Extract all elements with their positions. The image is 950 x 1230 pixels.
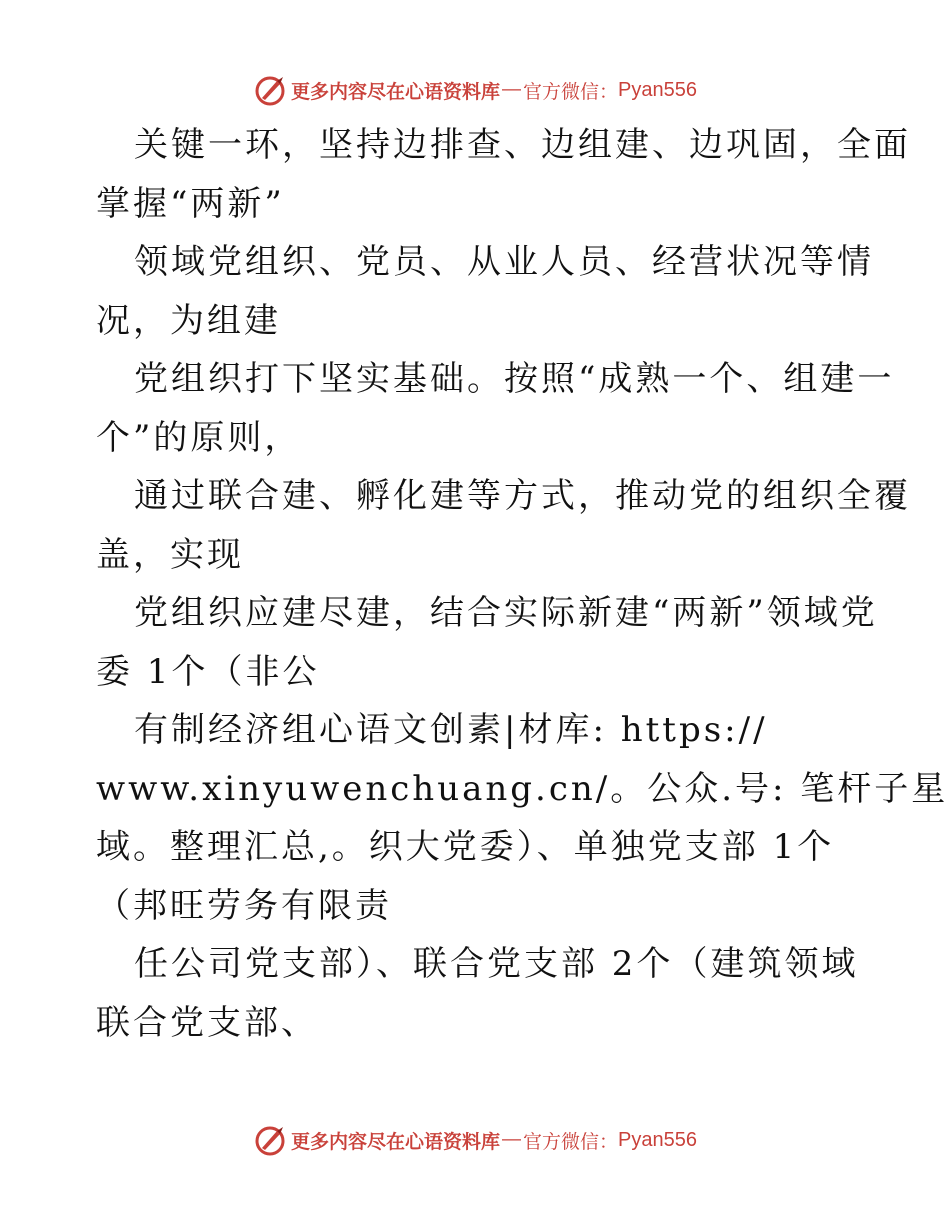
watermark-main-text: 更多内容尽在心语资料库 [291, 80, 501, 103]
watermark-wechat-id: Pyan556 [618, 1128, 697, 1151]
text-line: 掌握“两新” [96, 183, 285, 224]
watermark-dash: — [502, 79, 522, 100]
text-line: 关键一环，坚持边排查、边组建、边巩固，全面 [134, 125, 911, 165]
text-line: 有制经济组心语文创素|材库: https:// [134, 710, 768, 750]
text-line: 委 1个（非公 [96, 651, 320, 692]
document-body [96, 116, 949, 1052]
text-line: 任公司党支部）、联合党支部 2个（建筑领域 [134, 944, 859, 984]
text-line: www.xinyuwenchuang.cn/。公众.号: 笔杆子星 [96, 768, 949, 809]
text-line: （邦旺劳务有限责 [96, 885, 392, 926]
watermark-main-text: 更多内容尽在心语资料库 [291, 1130, 501, 1153]
watermark-dash: — [502, 1129, 522, 1150]
quill-pen-logo-icon [253, 1123, 287, 1157]
text-line: 通过联合建、孵化建等方式，推动党的组织全覆 [134, 476, 911, 516]
text-line: 域。整理汇总,。织大党委）、单独党支部 1个 [96, 827, 835, 867]
footer-watermark [0, 1120, 950, 1160]
text-line: 党组织打下坚实基础。按照“成熟一个、组建一 [134, 359, 895, 399]
text-line: 党组织应建尽建，结合实际新建“两新”领域党 [134, 593, 878, 633]
header-watermark [0, 70, 950, 110]
watermark-sub-text: 官方微信： [523, 1130, 619, 1153]
text-line: 盖，实现 [96, 534, 244, 575]
text-line: 个”的原则， [96, 417, 302, 458]
watermark-sub-text: 官方微信： [523, 80, 619, 103]
quill-pen-logo-icon [253, 73, 287, 107]
text-line: 领域党组织、党员、从业人员、经营状况等情 [134, 242, 874, 282]
text-line: 况，为组建 [96, 300, 281, 341]
watermark-wechat-id: Pyan556 [618, 78, 697, 101]
text-line: 联合党支部、 [96, 1002, 318, 1043]
